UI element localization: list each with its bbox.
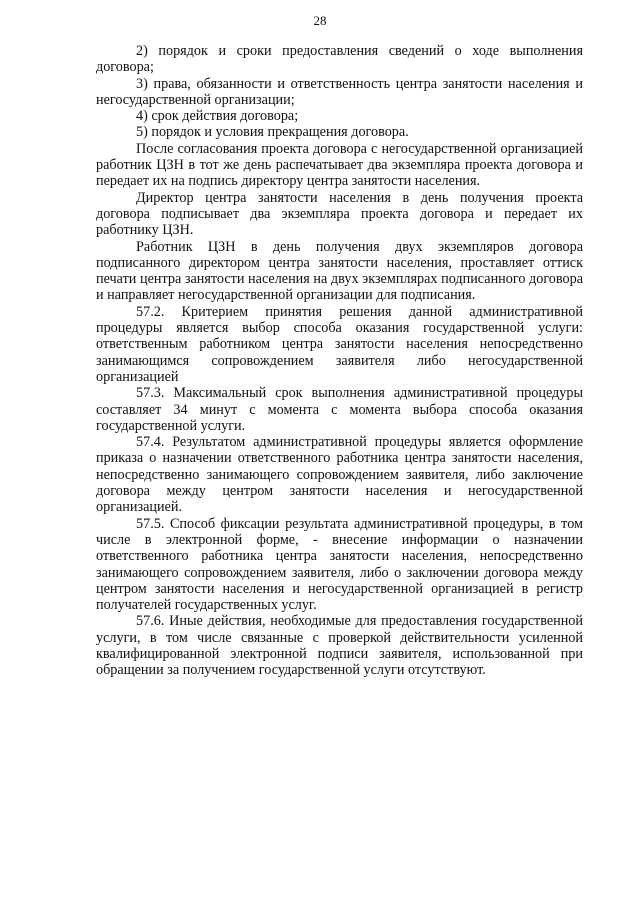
paragraph: Работник ЦЗН в день получения двух экземпляров договора подписанного директором центра занятости населения, проставляет оттиск печати центра занятости населения на двух экземплярах подписанного договора и направляет негосударственной организации для подписания.	[96, 238, 583, 304]
paragraph: 57.2. Критерием принятия решения данной административной процедуры является выбор способа оказания государственной услуги: ответственным работником центра занятости населения непосредственно занимающимся сопровождением заявителя либо негосударственной организацией	[96, 303, 583, 385]
paragraph: 2) порядок и сроки предоставления сведений о ходе выполнения договора;	[96, 43, 583, 76]
document-body	[96, 43, 583, 679]
paragraph: Директор центра занятости населения в день получения проекта договора подписывает два экземпляра проекта договора и передает их работнику ЦЗН.	[96, 189, 583, 239]
paragraph: 3) права, обязанности и ответственность центра занятости населения и негосударственной организации;	[96, 75, 583, 108]
paragraph: 57.4. Результатом административной процедуры является оформление приказа о назначении ответственного работника центра занятости населения, непосредственно занимающего сопровождением заявителя, либо заключение договора между центром занятости населения и негосударственной организацией.	[96, 434, 583, 516]
paragraph: 57.3. Максимальный срок выполнения административной процедуры составляет 34 минут с момента с момента выбора способа оказания государственной услуги.	[96, 385, 583, 434]
paragraph: 5) порядок и условия прекращения договора.	[136, 124, 409, 141]
paragraph: 57.5. Способ фиксации результата административной процедуры, в том числе в электронной форме, - внесение информации о назначении ответственного работника центра занятости населения, непосредственно занимающего сопровождением заявителя, либо о заключении договора между центром занятости населения и негосударственной организацией в регистр получателей государственных услуг.	[96, 515, 583, 614]
paragraph: 4) срок действия договора;	[136, 108, 299, 125]
paragraph: 57.6. Иные действия, необходимые для предоставления государственной услуги, в том числе связанные с проверкой действительности усиленной квалифицированной электронной подписи заявителя, использованной при обращении за получением государственной услуги отсутствуют.	[96, 613, 583, 679]
paragraph: После согласования проекта договора с негосударственной организацией работник ЦЗН в тот же день распечатывает два экземпляра проекта договора и передает их на подпись директору центра занятости населения.	[96, 140, 583, 190]
page-number: 28	[313, 13, 327, 28]
